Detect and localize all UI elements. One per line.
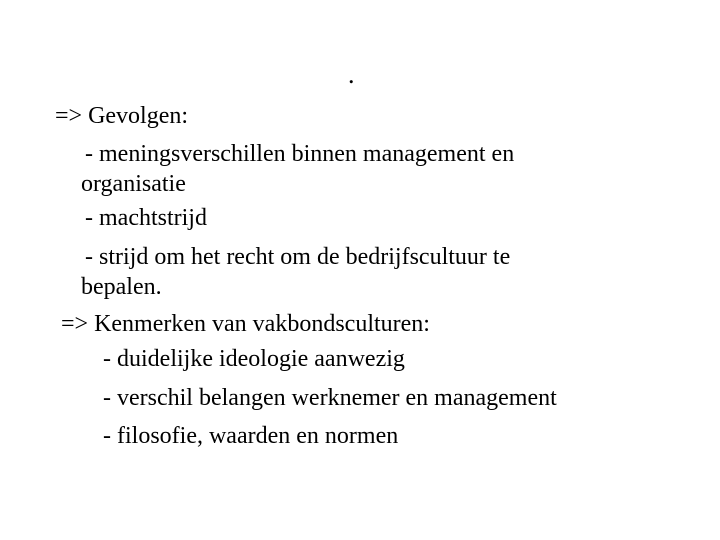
bullet-item: - machtstrijd	[85, 205, 207, 231]
bullet-item: - filosofie, waarden en normen	[103, 423, 399, 449]
slide-title: .	[348, 60, 355, 89]
section-heading-gevolgen: => Gevolgen:	[55, 103, 189, 129]
bullet-item-continuation: bepalen.	[81, 274, 162, 300]
bullet-item-continuation: organisatie	[81, 171, 186, 197]
bullet-item: - meningsverschillen binnen management en	[85, 141, 515, 167]
bullet-item: - duidelijke ideologie aanwezig	[103, 346, 405, 372]
bullet-item: - verschil belangen werknemer en management	[103, 385, 557, 411]
section-heading-kenmerken: => Kenmerken van vakbondsculturen:	[61, 311, 430, 337]
bullet-item: - strijd om het recht om de bedrijfscultuur te	[85, 244, 511, 270]
